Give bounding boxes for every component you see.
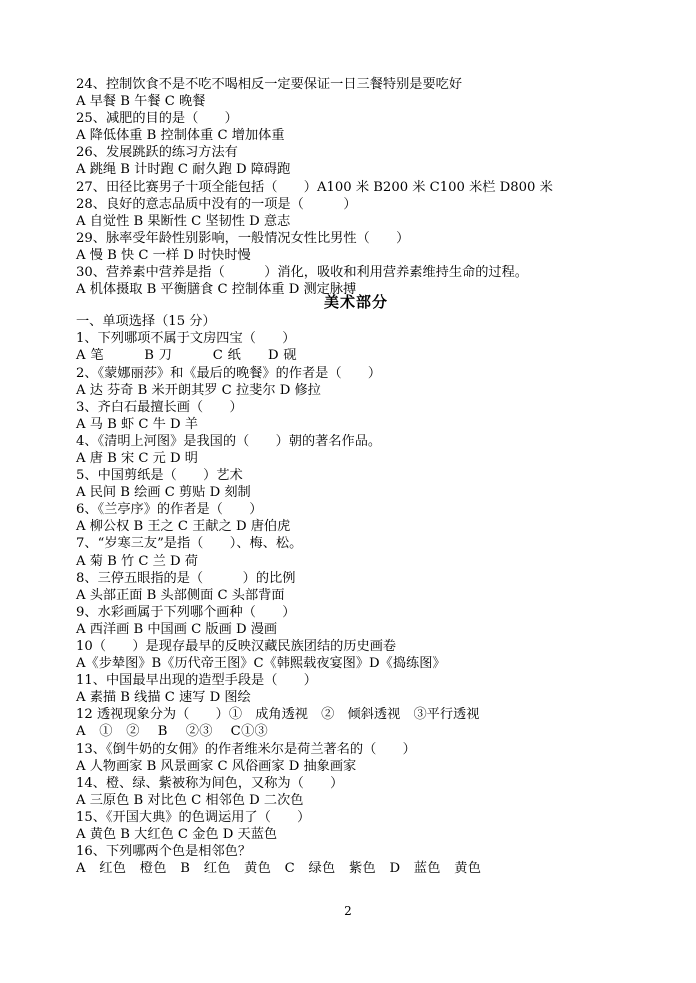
pe-question-line: A 慢 B 快 C 一样 D 时快时慢 — [76, 247, 251, 263]
art-question-line: A ① ② B ②③ C①③ — [76, 724, 269, 740]
pe-question-line: A 降低体重 B 控制体重 C 增加体重 — [76, 128, 285, 144]
art-question-line: 2、《蒙娜丽莎》和《最后的晚餐》的作者是（ ） — [76, 365, 382, 381]
pe-question-line: A 机体摄取 B 平衡膳食 C 控制体重 D 测定脉搏 — [76, 282, 357, 298]
art-question-line: 12 透视现象分为（ ）① 成角透视 ② 倾斜透视 ③平行透视 — [76, 707, 480, 723]
art-question-line: 8、三停五眼指的是（ ）的比例 — [76, 570, 296, 586]
art-question-line: A 唐 B 宋 C 元 D 明 — [76, 450, 198, 466]
art-question-line: 10（ ）是现存最早的反映汉藏民族团结的历史画卷 — [76, 639, 397, 654]
art-question-line: A 笔 B 刀 C 纸 D 砚 — [76, 348, 297, 364]
art-question-line: 16、下列哪两个色是相邻色？ — [76, 844, 252, 860]
art-question-line: 11、中国最早出现的造型手段是（ ） — [76, 673, 317, 689]
pe-question-line: 29、脉率受年龄性别影响，一般情况女性比男性（ ） — [76, 230, 410, 246]
pe-question-line: 24、控制饮食不是不吃不喝相反一定要保证一日三餐特别是要吃好 — [76, 77, 463, 92]
pe-question-line: 28、良好的意志品质中没有的一项是（ ） — [76, 196, 357, 212]
art-question-line: 一、单项选择（15 分） — [76, 314, 216, 330]
art-question-line: 1、下列哪项不属于文房四宝（ ） — [76, 331, 296, 347]
art-question-line: 14、橙、绿、紫被称为间色，又称为（ ） — [76, 775, 344, 791]
pe-questions-section — [76, 76, 636, 298]
section-title-art: 美术部分 — [323, 293, 388, 312]
art-question-line: A《步辇图》B《历代帝王图》C《韩熙载夜宴图》D《捣练图》 — [76, 656, 446, 672]
art-question-line: 3、齐白石最擅长画（ ） — [76, 399, 243, 415]
art-question-line: 7、“岁寒三友”是指（ ）、梅、松。 — [76, 536, 303, 552]
art-question-line: A 民间 B 绘画 C 剪贴 D 刻制 — [76, 485, 251, 501]
art-question-line: A 柳公权 B 王之 C 王献之 D 唐伯虎 — [76, 519, 291, 535]
art-question-line: 6、《兰亭序》的作者是（ ） — [76, 502, 263, 518]
page-number: 2 — [344, 904, 352, 918]
art-question-line: A 西洋画 B 中国画 C 版画 D 漫画 — [76, 621, 278, 637]
pe-question-line: 26、发展跳跃的练习方法有 — [76, 145, 238, 161]
pe-question-line: 27、田径比赛男子十项全能包括（ ）A100 米 B200 米 C100 米栏 D800 米 — [76, 179, 553, 195]
pe-question-line: 30、营养素中营养是指（ ）消化，吸收和利用营养素维持生命的过程。 — [76, 265, 528, 281]
art-question-line: A 素描 B 线描 C 速写 D 图绘 — [76, 690, 251, 706]
art-question-line: 5、中国剪纸是（ ）艺术 — [76, 468, 243, 484]
pe-question-line: A 早餐 B 午餐 C 晚餐 — [76, 94, 206, 110]
art-question-line: A 黄色 B 大红色 C 金色 D 天蓝色 — [76, 827, 278, 843]
art-question-line: A 菊 B 竹 C 兰 D 荷 — [76, 553, 198, 569]
art-question-line: A 头部正面 B 头部侧面 C 头部背面 — [76, 587, 285, 603]
art-questions-section — [76, 313, 636, 877]
art-question-line: A 三原色 B 对比色 C 相邻色 D 二次色 — [76, 792, 304, 808]
art-question-line: A 红色 橙色 B 红色 黄色 C 绿色 紫色 D 蓝色 黄色 — [76, 861, 482, 877]
art-question-line: 9、水彩画属于下列哪个画种（ ） — [76, 604, 296, 620]
pe-question-line: A 自觉性 B 果断性 C 坚韧性 D 意志 — [76, 213, 291, 229]
pe-question-line: A 跳绳 B 计时跑 C 耐久跑 D 障碍跑 — [76, 162, 291, 178]
art-question-line: 13、《倒牛奶的女佣》的作者维米尔是荷兰著名的（ ） — [76, 741, 416, 757]
pe-question-line: 25、减肥的目的是（ ） — [76, 111, 238, 127]
art-question-line: 4、《清明上河图》是我国的（ ）朝的著名作品。 — [76, 433, 382, 449]
document-body — [76, 76, 636, 877]
art-question-line: A 达 芬奇 B 米开朗其罗 C 拉斐尔 D 修拉 — [76, 382, 321, 398]
art-question-line: A 马 B 虾 C 牛 D 羊 — [76, 416, 198, 432]
art-question-line: A 人物画家 B 风景画家 C 风俗画家 D 抽象画家 — [76, 758, 357, 774]
art-question-line: 15、《开国大典》的色调运用了（ ） — [76, 809, 311, 825]
